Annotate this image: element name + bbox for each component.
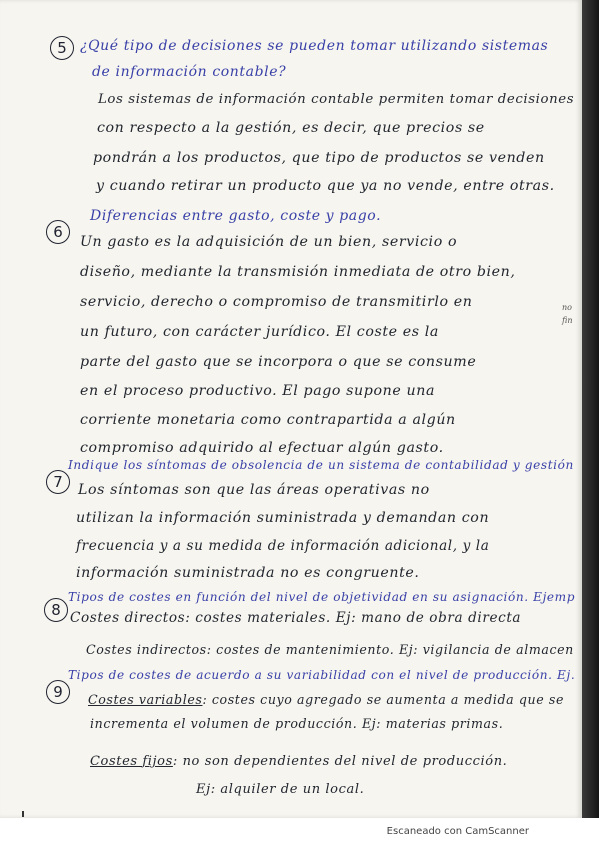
answer-5-line-1: Los sistemas de información contable permiten tomar decisiones: [98, 92, 575, 107]
question-5-line-2: de información contable?: [92, 64, 287, 80]
answer-5-line-4: y cuando retirar un producto que ya no vende, entre otras.: [96, 178, 555, 194]
indirect-costs-label: Costes indirectos: [86, 642, 207, 657]
variable-costs-line-1: [88, 692, 564, 707]
direct-costs-text: : costes materiales. Ej: mano de obra directa: [185, 610, 522, 626]
margin-note-2: fin: [562, 316, 573, 325]
direct-costs-label: Costes directos: [70, 610, 186, 626]
answer-6-line-2: diseño, mediante la transmisión inmediata de otro bien,: [80, 264, 516, 280]
question-7-line-1: Indique los síntomas de obsolencia de un sistema de contabilidad y gestión: [68, 458, 574, 472]
answer-6-line-1: Un gasto es la adquisición de un bien, servicio o: [80, 234, 458, 250]
answer-6-line-3: servicio, derecho o compromiso de transmitirlo en: [80, 294, 473, 310]
page-edge-shadow: [582, 0, 599, 848]
indirect-costs-text: : costes de mantenimiento. Ej: vigilancia de almacen: [206, 642, 574, 657]
variable-costs-label: Costes variables: [88, 692, 203, 707]
answer-6-line-7: corriente monetaria como contrapartida a algún: [80, 412, 456, 428]
answer-7-line-1: Los síntomas son que las áreas operativas no: [78, 482, 430, 498]
answer-7-line-3: frecuencia y a su medida de información adicional, y la: [76, 538, 490, 554]
answer-7-line-2: utilizan la información suministrada y demandan con: [76, 510, 490, 526]
answer-7-line-4: información suministrada no es congruente.: [76, 565, 420, 581]
page-mark: [22, 811, 24, 817]
answer-6-line-5: parte del gasto que se incorpora o que se consume: [80, 354, 477, 370]
question-6-line-1: Diferencias entre gasto, coste y pago.: [90, 208, 382, 224]
indirect-costs-line: [86, 642, 574, 657]
answer-6-line-4: un futuro, con carácter jurídico. El coste es la: [80, 324, 439, 340]
variable-costs-line-2: incrementa el volumen de producción. Ej: materias primas.: [90, 716, 504, 731]
question-number-5: 5: [50, 36, 74, 60]
answer-5-line-2: con respecto a la gestión, es decir, que precios se: [97, 120, 485, 136]
question-number-6: 6: [46, 220, 70, 244]
fixed-costs-line-2: Ej: alquiler de un local.: [196, 782, 365, 797]
fixed-costs-label: Costes fijos: [90, 754, 173, 769]
answer-5-line-3: pondrán a los productos, que tipo de productos se venden: [93, 150, 545, 166]
camscanner-watermark: Escaneado con CamScanner: [386, 826, 529, 837]
question-8-line-1: Tipos de costes en función del nivel de objetividad en su asignación. Ejemp: [68, 590, 576, 604]
direct-costs-line: [70, 610, 521, 626]
question-5-line-1: ¿Qué tipo de decisiones se pueden tomar utilizando sistemas: [80, 38, 549, 54]
question-number-9: 9: [46, 680, 70, 704]
question-number-7: 7: [46, 470, 70, 494]
fixed-costs-text-1: : no son dependientes del nivel de producción.: [172, 754, 508, 769]
question-9-line-1: Tipos de costes de acuerdo a su variabilidad con el nivel de producción. Ej.: [68, 668, 576, 682]
variable-costs-text-1: : costes cuyo agregado se aumenta a medida que se: [202, 692, 565, 707]
answer-6-line-6: en el proceso productivo. El pago supone una: [80, 383, 435, 399]
answer-6-line-8: compromiso adquirido al efectuar algún gasto.: [80, 440, 444, 456]
question-number-8: 8: [44, 598, 68, 622]
fixed-costs-line-1: [90, 754, 507, 769]
margin-note-1: no: [562, 303, 572, 312]
